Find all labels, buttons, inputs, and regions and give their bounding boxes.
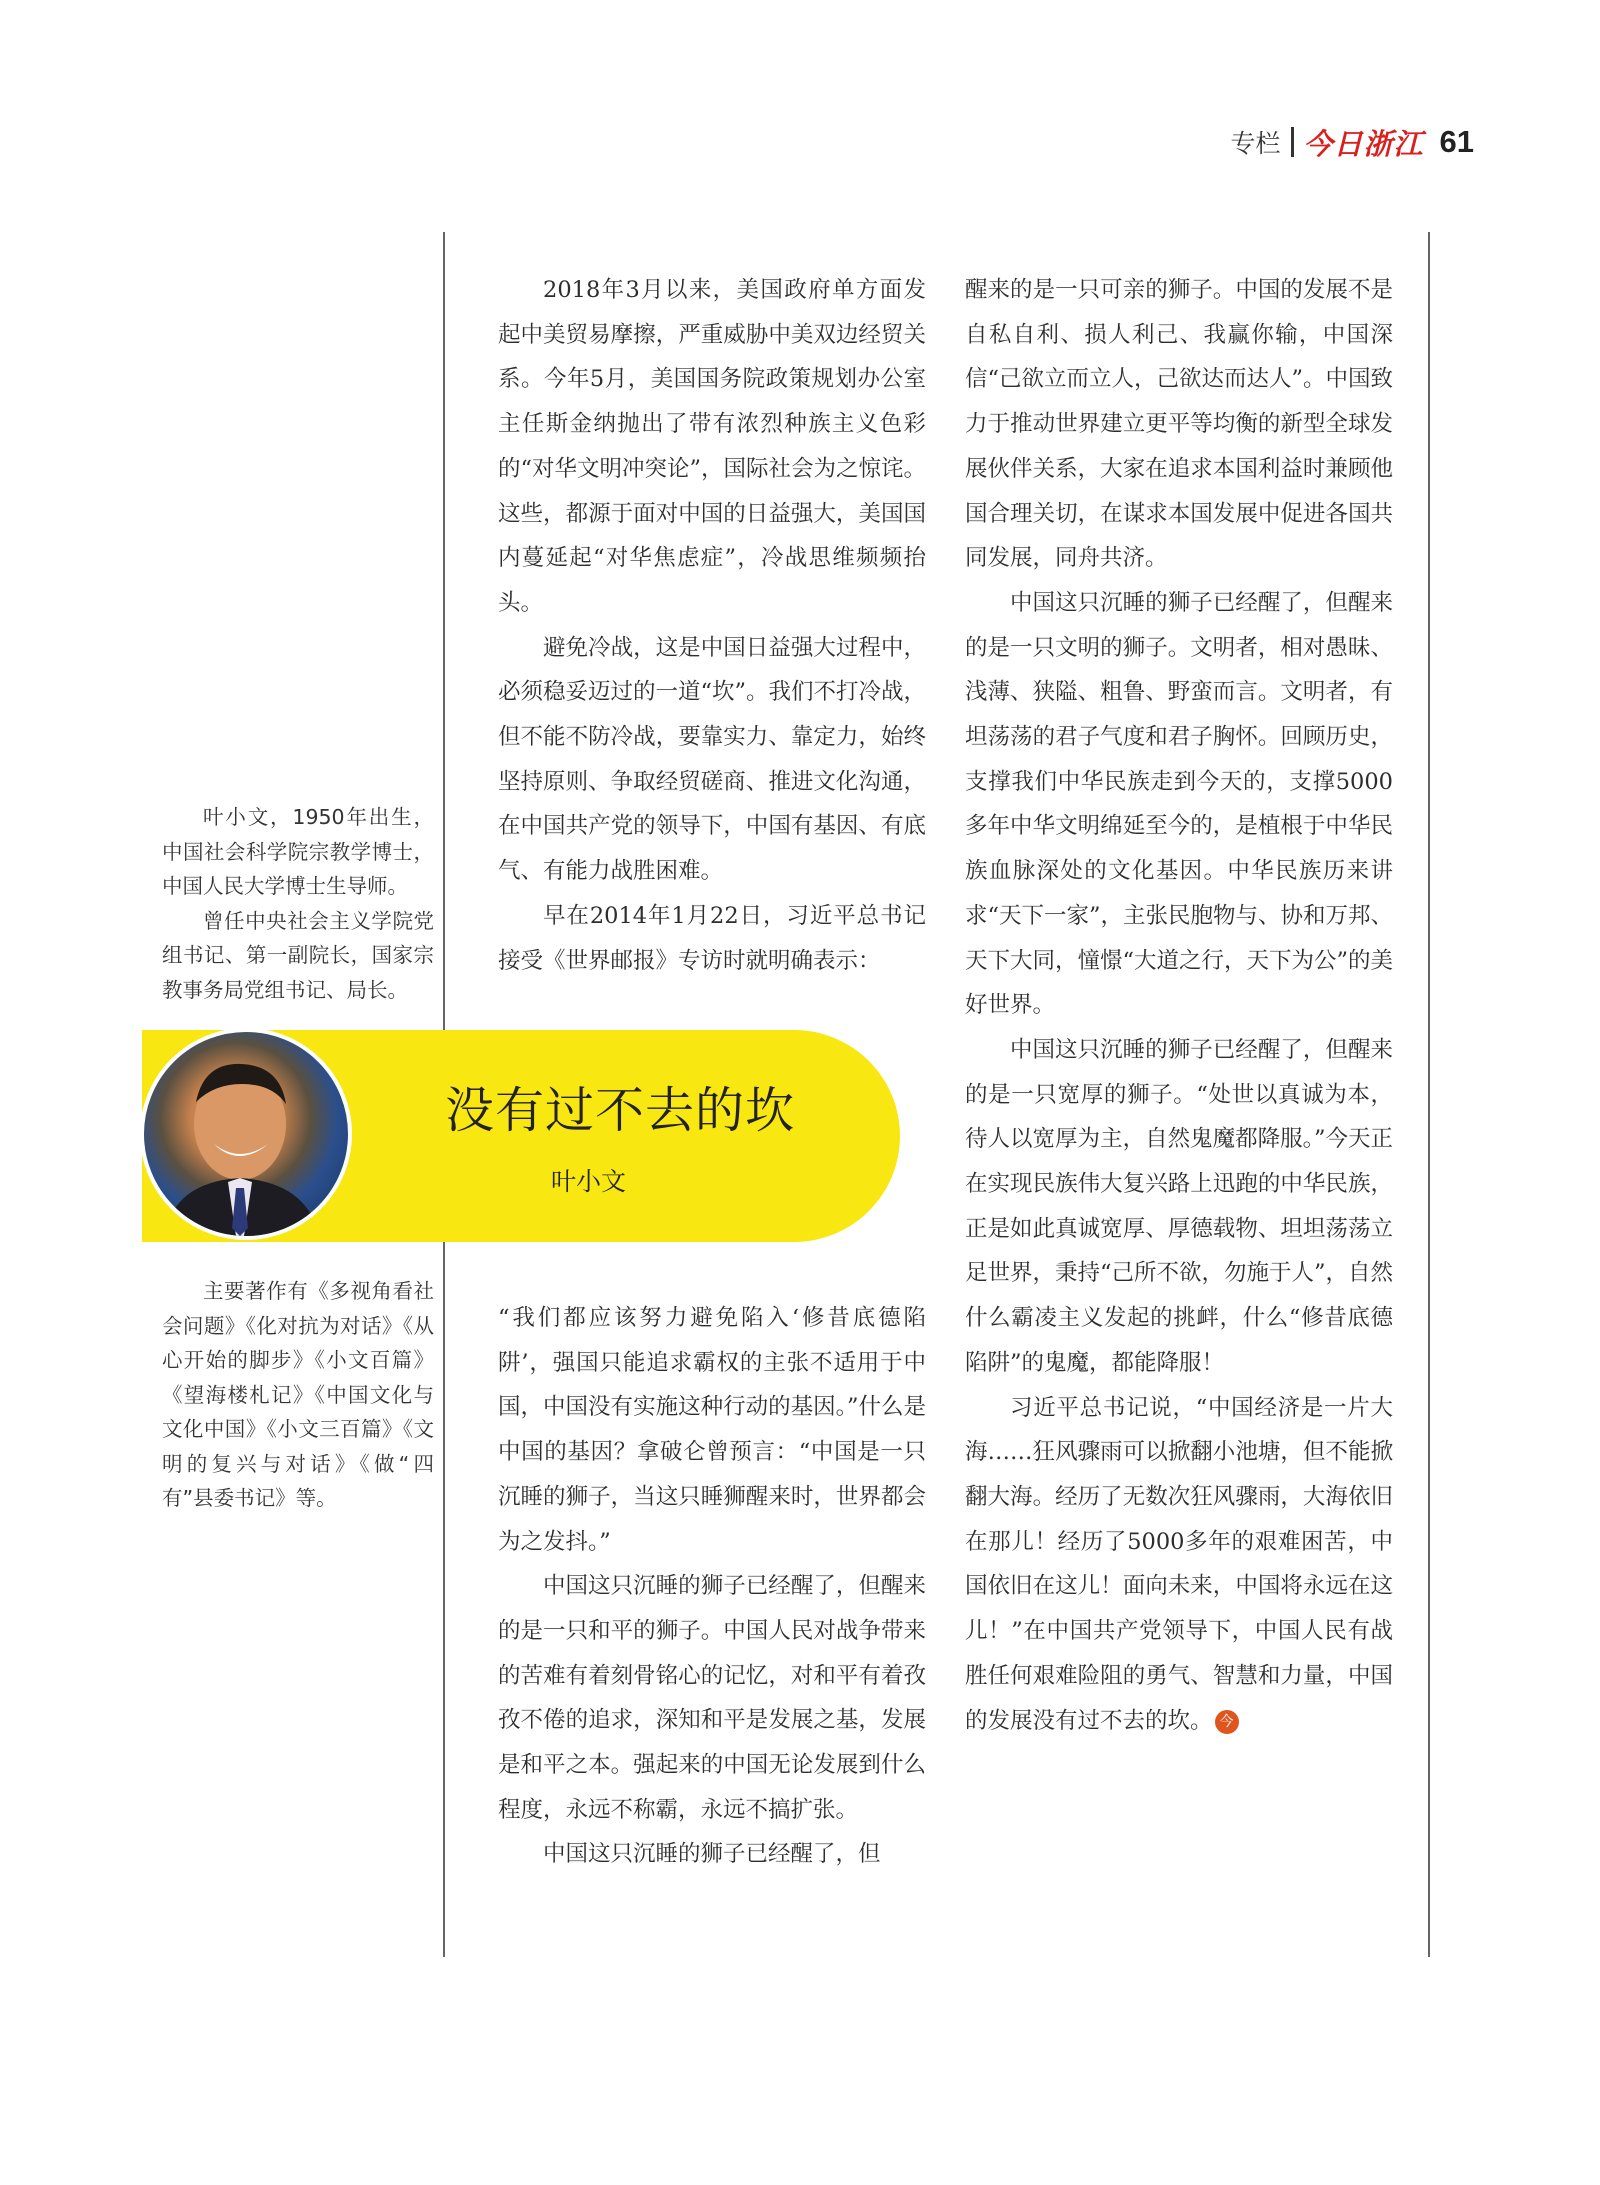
end-mark-icon: 今	[1215, 1710, 1239, 1734]
body-paragraph: 中国这只沉睡的狮子已经醒了，但醒来的是一只和平的狮子。中国人民对战争带来的苦难有着刻骨铭心的记忆，对和平有着孜孜不倦的追求，深知和平是发展之基，发展是和平之本。强起来的中国无论发展到什么程度，永远不称霸，永远不搞扩张。	[498, 1573, 926, 1823]
body-paragraph: 避免冷战，这是中国日益强大过程中，必须稳妥迈过的一道“坎”。我们不打冷战，但不能不防冷战，要靠实力、靠定力，始终坚持原则、争取经贸磋商、推进文化沟通，在中国共产党的领导下，中国有基因、有底气、有能力战胜困难。	[498, 634, 927, 885]
bio-paragraph: 叶小文，1950年出生，中国社会科学院宗教学博士，中国人民大学博士生导师。	[162, 805, 434, 898]
works-paragraph: 主要著作有《多视角看社会问题》《化对抗为对话》《从心开始的脚步》《小文百篇》《望海楼札记》《中国文化与文化中国》《小文三百篇》《文明的复兴与对话》《做“四有”县委书记》等。	[162, 1279, 434, 1510]
author-works	[162, 1274, 434, 1516]
body-paragraph: 醒来的是一只可亲的狮子。中国的发展不是自私自利、损人利己、我赢你输，中国深信“己欲立而立人，己欲达而达人”。中国致力于推动世界建立更平等均衡的新型全球发展伙伴关系，大家在追求本国利益时兼顾他国合理关切，在谋求本国发展中促进各国共同发展，同舟共济。	[965, 277, 1394, 572]
body-paragraph: “我们都应该努力避免陷入‘修昔底德陷阱’，强国只能追求霸权的主张不适用于中国，中国没有实施这种行动的基因。”什么是中国的基因？拿破仑曾预言：“中国是一只沉睡的狮子，当这只睡狮醒来时，世界都会为之发抖。”	[498, 1305, 926, 1555]
author-photo	[140, 1028, 352, 1240]
article-title: 没有过不去的坎	[445, 1082, 796, 1139]
column-1-bottom	[498, 1296, 926, 1877]
body-paragraph: 中国这只沉睡的狮子已经醒了，但醒来的是一只文明的狮子。文明者，相对愚昧、浅薄、狭隘、粗鲁、野蛮而言。文明者，有坦荡荡的君子气度和君子胸怀。回顾历史，支撑我们中华民族走到今天的，支撑5000多年中华文明绵延至今的，是植根于中华民族血脉深处的文化基因。中华民族历来讲求“天下一家”，主张民胞物与、协和万邦、天下大同，憧憬“大道之行，天下为公”的美好世界。	[965, 589, 1394, 1019]
column-1-top	[498, 268, 926, 983]
body-paragraph: 中国这只沉睡的狮子已经醒了，但	[543, 1841, 881, 1868]
body-paragraph: 2018年3月以来，美国政府单方面发起中美贸易摩擦，严重威胁中美双边经贸关系。今年5月，美国国务院政策规划办公室主任斯金纳抛出了带有浓烈种族主义色彩的“对华文明冲突论”，国际社会为之惊诧。这些，都源于面对中国的日益强大，美国国内蔓延起“对华焦虑症”，冷战思维频频抬头。	[498, 277, 927, 616]
body-text: 习近平总书记说，“中国经济是一片大海……狂风骤雨可以掀翻小池塘，但不能掀翻大海。经历了无数次狂风骤雨，大海依旧在那儿！经历了5000多年的艰难困苦，中国依旧在这儿！面向未来，中国将永远在这儿！”在中国共产党领导下，中国人民有战胜任何艰难险阻的勇气、智慧和力量，中国的发展没有过不去的坎。	[965, 1394, 1393, 1734]
article-author: 叶小文	[551, 1167, 627, 1196]
column-2	[965, 268, 1393, 1743]
body-paragraph-last	[965, 1386, 1393, 1744]
section-label: 专栏	[1230, 129, 1281, 158]
body-paragraph: 中国这只沉睡的狮子已经醒了，但醒来的是一只宽厚的狮子。“处世以真诚为本，待人以宽厚为主，自然鬼魔都降服。”今天正在实现民族伟大复兴路上迅跑的中华民族，正是如此真诚宽厚、厚德载物、坦坦荡荡立足世界，秉持“己所不欲，勿施于人”，自然什么霸凌主义发起的挑衅，什么“修昔底德陷阱”的鬼魔，都能降服！	[965, 1036, 1394, 1376]
author-bio	[162, 800, 434, 1007]
page-number: 61	[1439, 124, 1474, 159]
magazine-logo: 今日浙江	[1303, 126, 1424, 161]
page-header	[1230, 122, 1474, 162]
bio-paragraph: 曾任中央社会主义学院党组书记、第一副院长，国家宗教事务局党组书记、局长。	[162, 908, 434, 1002]
column-divider-right	[1428, 232, 1430, 1957]
body-paragraph: 早在2014年1月22日，习近平总书记接受《世界邮报》专访时就明确表示：	[498, 902, 926, 974]
header-divider	[1291, 127, 1294, 157]
